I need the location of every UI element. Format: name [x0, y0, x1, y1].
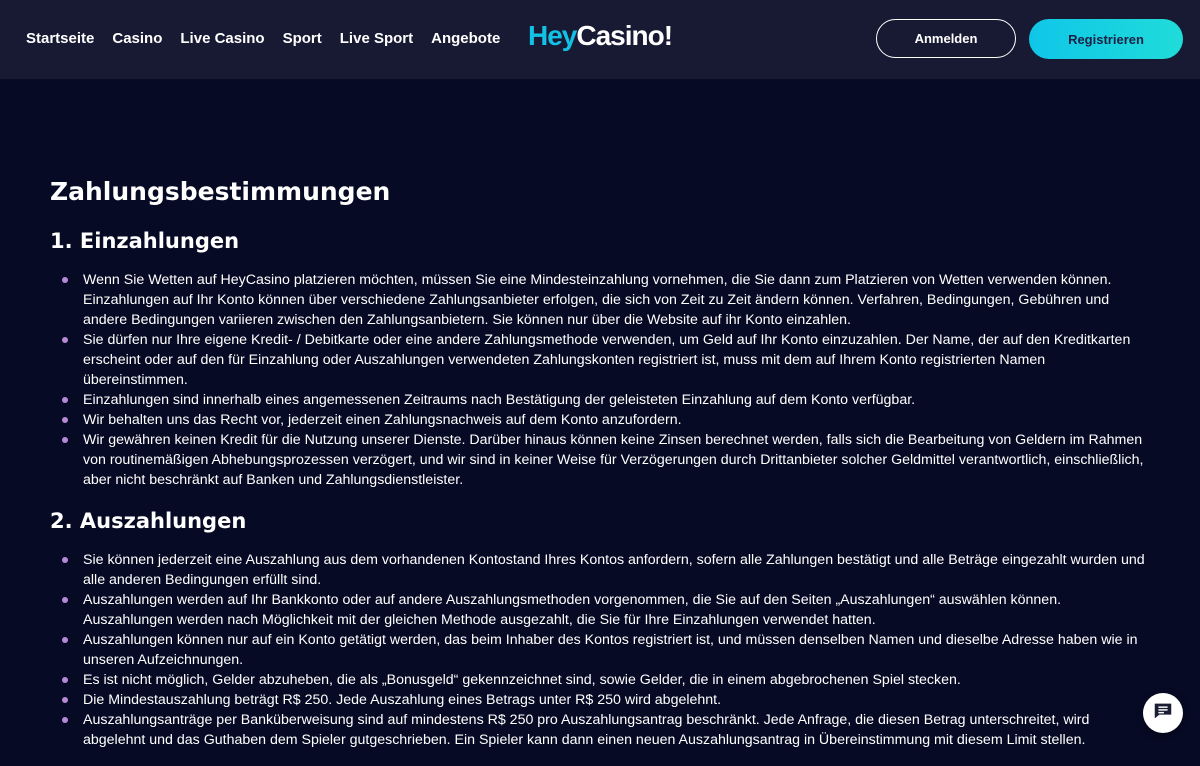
list-item: Es ist nicht möglich, Gelder abzuheben, die als „Bonusgeld“ gekennzeichnet sind, sowie Gelder, die in einem abgebrochenen Spiel stecken.: [50, 670, 1150, 690]
register-button[interactable]: Registrieren: [1029, 19, 1183, 59]
list-item: Auszahlungen können nur auf ein Konto getätigt werden, das beim Inhaber des Kontos registriert ist, und müssen denselben Namen und dieselbe Adresse haben wie in unseren Aufzeichnungen.: [50, 630, 1150, 670]
list-item: Sie können jederzeit eine Auszahlung aus dem vorhandenen Kontostand Ihres Kontos anfordern, sofern alle Zahlungen bestätigt und alle Beträge eingezahlt wurden und alle anderen Bedingungen erfüllt sind.: [50, 550, 1150, 590]
list-item: Wir behalten uns das Recht vor, jederzeit einen Zahlungsnachweis auf dem Konto anzufordern.: [50, 410, 1150, 430]
main-nav: [26, 29, 518, 49]
section-heading-deposits: 1. Einzahlungen: [50, 229, 240, 253]
withdrawals-list: [50, 550, 1150, 750]
chat-button[interactable]: [1143, 693, 1183, 733]
list-item: Auszahlungen werden auf Ihr Bankkonto oder auf andere Auszahlungsmethoden vorgenommen, die Sie auf den Seiten „Auszahlungen“ auswählen können. Auszahlungen werden nach Möglichkeit mit der gleichen Methode ausgezahlt, die Sie für Ihre Einzahlungen verwendet hatten.: [50, 590, 1150, 630]
logo-casino: Casino!: [576, 20, 673, 51]
list-item: Sie dürfen nur Ihre eigene Kredit- / Debitkarte oder eine andere Zahlungsmethode verwenden, um Geld auf Ihr Konto einzuzahlen. Der Name, der auf den Kreditkarten erscheint oder auf den für Einzahlung oder Auszahlungen verwendeten Zahlungskonten registriert ist, muss mit dem auf Ihrem Konto registrierten Namen übereinstimmen.: [50, 330, 1150, 390]
deposits-list: [50, 270, 1150, 490]
chat-icon: [1152, 700, 1174, 726]
nav-live-sport[interactable]: Live Sport: [339, 30, 414, 47]
heycasino-logo[interactable]: [528, 18, 678, 58]
login-button[interactable]: Anmelden: [876, 19, 1016, 58]
terms-content: [50, 175, 1150, 766]
list-item: Wir gewähren keinen Kredit für die Nutzung unserer Dienste. Darüber hinaus können keine Zinsen berechnet werden, falls sich die Bearbeitung von Geldern im Rahmen von routinemäßigen Abhebungsprozessen verzögert, und wir sind in keiner Weise für Verzögerungen durch Drittanbieter solcher Geldmittel verantwortlich, einschließlich, aber nicht beschränkt auf Banken und Zahlungsdienstleister.: [50, 430, 1150, 490]
nav-startseite[interactable]: Startseite: [26, 30, 95, 47]
list-item: Auszahlungsanträge per Banküberweisung sind auf mindestens R$ 250 pro Auszahlungsantrag beschränkt. Jede Anfrage, die diesen Betrag unterschreitet, wird abgelehnt und das Guthaben dem Spieler gutgeschrieben. Ein Spieler kann dann einen neuen Auszahlungsantrag in Übereinstimmung mit diesem Limit stellen.: [50, 710, 1150, 750]
nav-angebote[interactable]: Angebote: [431, 30, 501, 47]
nav-sport[interactable]: Sport: [282, 30, 322, 47]
page-title: Zahlungsbestimmungen: [50, 177, 391, 206]
list-item: Einzahlungen sind innerhalb eines angemessenen Zeitraums nach Bestätigung der geleisteten Einzahlung auf dem Konto verfügbar.: [50, 390, 1150, 410]
list-item: Die Mindestauszahlung beträgt R$ 250. Jede Auszahlung eines Betrags unter R$ 250 wird abgelehnt.: [50, 690, 1150, 710]
section-heading-withdrawals: 2. Auszahlungen: [50, 509, 247, 533]
site-header: [0, 0, 1200, 79]
nav-live-casino[interactable]: Live Casino: [180, 30, 265, 47]
list-item: Wenn Sie Wetten auf HeyCasino platzieren möchten, müssen Sie eine Mindesteinzahlung vornehmen, die Sie dann zum Platzieren von Wetten verwenden können. Einzahlungen auf Ihr Konto können über verschiedene Zahlungsanbieter erfolgen, die sich von Zeit zu Zeit ändern können. Verfahren, Bedingungen, Gebühren und andere Bedingungen variieren zwischen den Zahlungsanbietern. Sie können nur über die Website auf ihr Konto einzahlen.: [50, 270, 1150, 330]
nav-casino[interactable]: Casino: [112, 30, 163, 47]
logo-hey: Hey: [528, 20, 577, 51]
